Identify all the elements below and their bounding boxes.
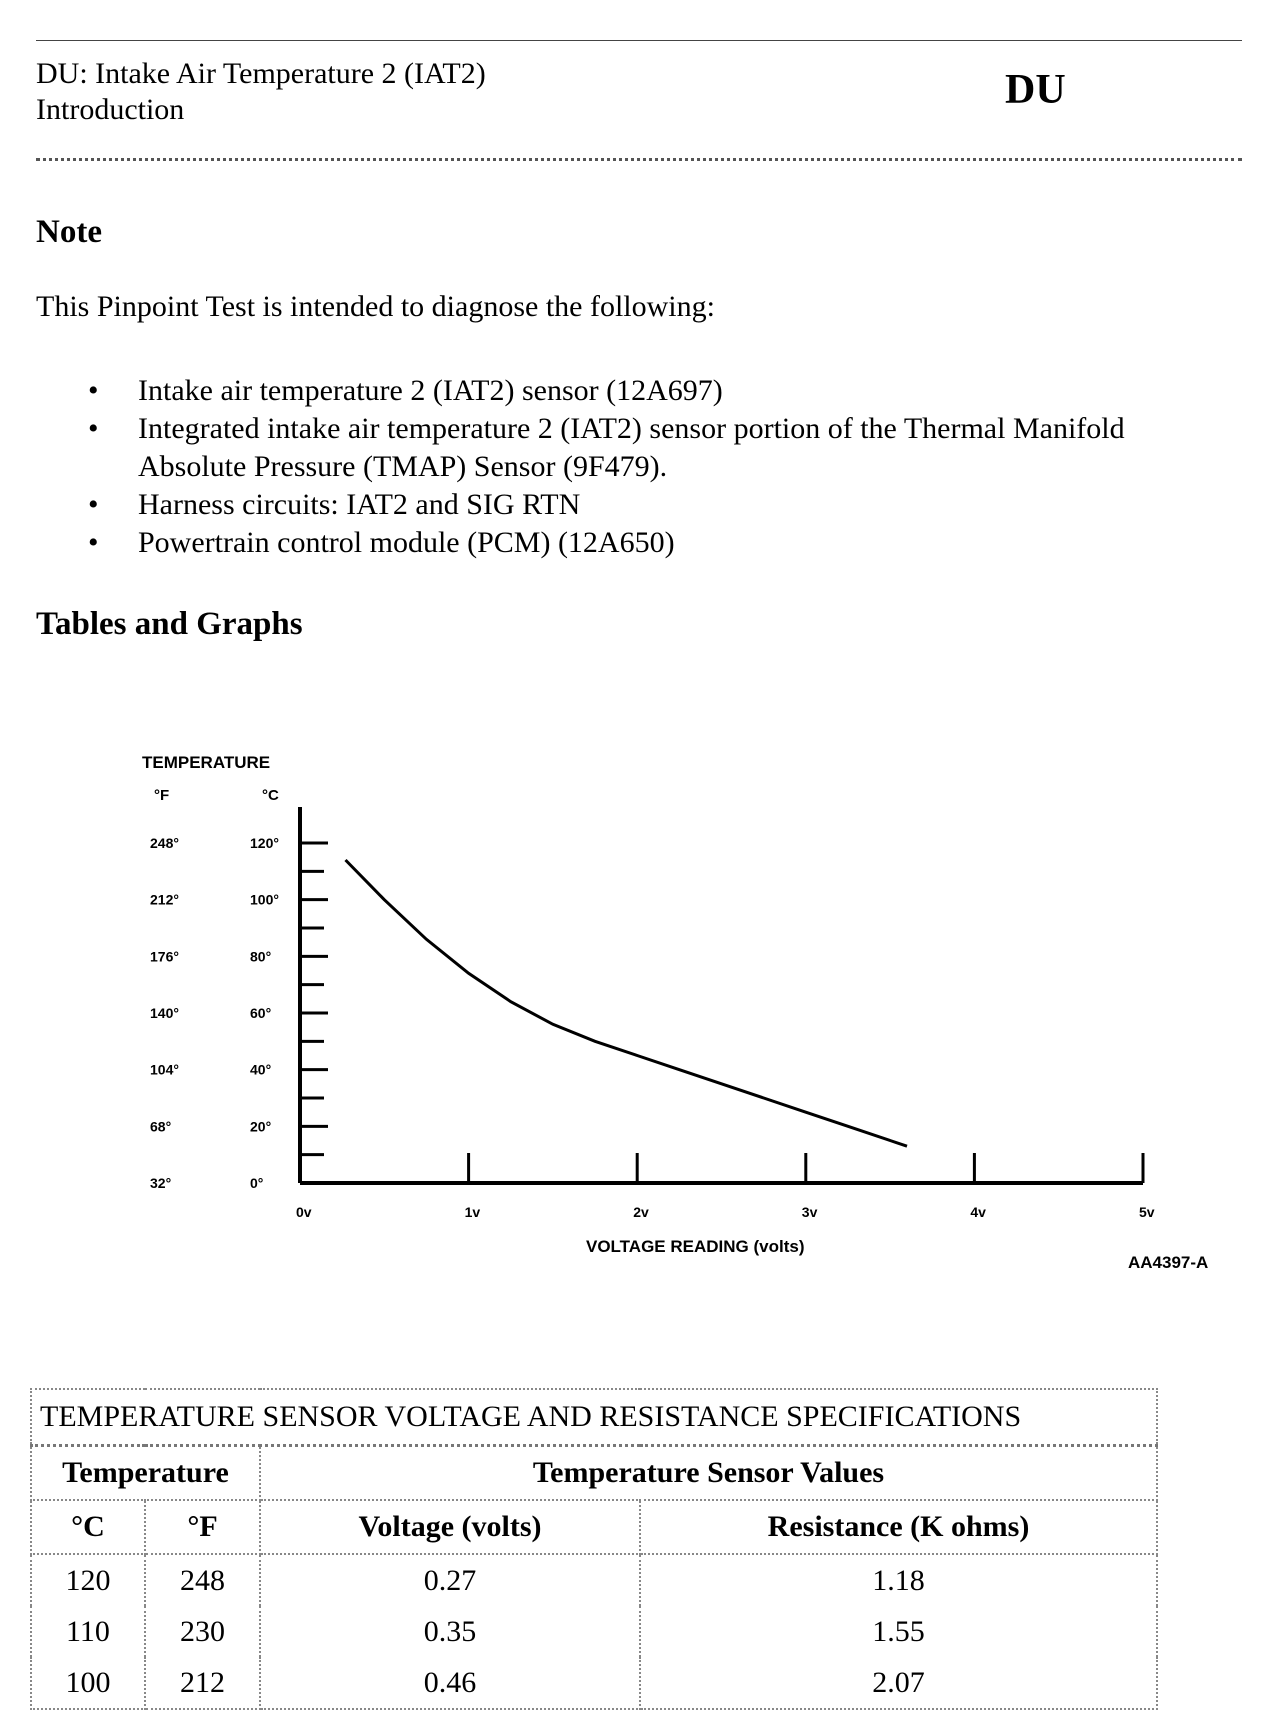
table-caption: TEMPERATURE SENSOR VOLTAGE AND RESISTANCE SPECIFICATIONS [31, 1389, 1157, 1446]
diagnosis-list [82, 372, 1182, 562]
table-cell: 212 [145, 1657, 260, 1709]
y-tick-label-c: 80° [250, 948, 272, 965]
header-rule [36, 158, 1242, 161]
table-cell: 1.55 [640, 1606, 1157, 1657]
temperature-voltage-chart [0, 740, 1264, 1300]
list-item: • Integrated intake air temperature 2 (IAT2) sensor portion of the Thermal Manifold Absolute Pressure (TMAP) Sensor (9F479). [82, 410, 1182, 486]
figure-id: AA4397-A [1128, 1253, 1209, 1272]
x-tick-label: 5v [1139, 1204, 1155, 1220]
table-cell: 0.46 [260, 1657, 640, 1709]
tables-heading: Tables and Graphs [36, 606, 303, 642]
y-tick-label-f: 32° [150, 1175, 172, 1191]
group-header-values: Temperature Sensor Values [260, 1446, 1157, 1501]
y-tick-label-c: 40° [250, 1061, 272, 1078]
list-item: • Powertrain control module (PCM) (12A650) [82, 524, 1182, 562]
y-tick-label-f: 140° [150, 1005, 179, 1021]
table-cell: 0.27 [260, 1554, 640, 1606]
column-header: Resistance (K ohms) [640, 1500, 1157, 1554]
y-tick-label-c: 60° [250, 1005, 272, 1021]
series-line [346, 860, 908, 1146]
y-tick-label-f: 104° [150, 1061, 179, 1078]
list-item: • Intake air temperature 2 (IAT2) sensor (12A697) [82, 372, 1182, 410]
chart-title: TEMPERATURE [142, 753, 271, 772]
table-row [31, 1554, 1157, 1606]
table-cell: 0.35 [260, 1606, 640, 1657]
y-unit-f: °F [154, 787, 170, 804]
y-tick-label-c: 100° [250, 891, 279, 908]
list-item: • Harness circuits: IAT2 and SIG RTN [82, 486, 1182, 524]
table-cell: 2.07 [640, 1657, 1157, 1709]
x-tick-label: 0v [296, 1204, 312, 1220]
column-header: °F [145, 1500, 260, 1554]
y-tick-label-c: 120° [250, 835, 279, 851]
page-header-title [36, 56, 486, 128]
y-tick-label-c: 0° [250, 1175, 264, 1191]
x-tick-label: 4v [970, 1204, 986, 1220]
y-tick-label-f: 248° [150, 835, 179, 851]
table-cell: 248 [145, 1554, 260, 1606]
table-cell: 100 [31, 1657, 145, 1709]
table-row [31, 1657, 1157, 1709]
column-header: °C [31, 1500, 145, 1554]
column-header: Voltage (volts) [260, 1500, 640, 1554]
y-tick-label-f: 212° [150, 891, 179, 908]
top-rule [36, 40, 1242, 41]
section-code: DU [1005, 67, 1066, 113]
table-row [31, 1606, 1157, 1657]
note-intro: This Pinpoint Test is intended to diagnose the following: [36, 290, 715, 323]
header-line-2: Introduction [36, 93, 185, 126]
group-header-temperature: Temperature [31, 1446, 260, 1501]
table-cell: 110 [31, 1606, 145, 1657]
header-line-1: DU: Intake Air Temperature 2 (IAT2) [36, 57, 486, 90]
x-tick-label: 3v [801, 1204, 818, 1220]
y-tick-label-f: 68° [150, 1118, 172, 1135]
table-cell: 1.18 [640, 1554, 1157, 1606]
note-heading: Note [36, 214, 102, 250]
table-cell: 120 [31, 1554, 145, 1606]
y-tick-label-f: 176° [150, 948, 179, 965]
y-tick-label-c: 20° [250, 1118, 272, 1135]
y-unit-c: °C [262, 787, 279, 804]
x-axis-label: VOLTAGE READING (volts) [586, 1237, 805, 1256]
x-tick-label: 1v [464, 1204, 481, 1220]
table-cell: 230 [145, 1606, 260, 1657]
x-tick-label: 2v [633, 1204, 649, 1220]
spec-table [30, 1388, 1158, 1710]
